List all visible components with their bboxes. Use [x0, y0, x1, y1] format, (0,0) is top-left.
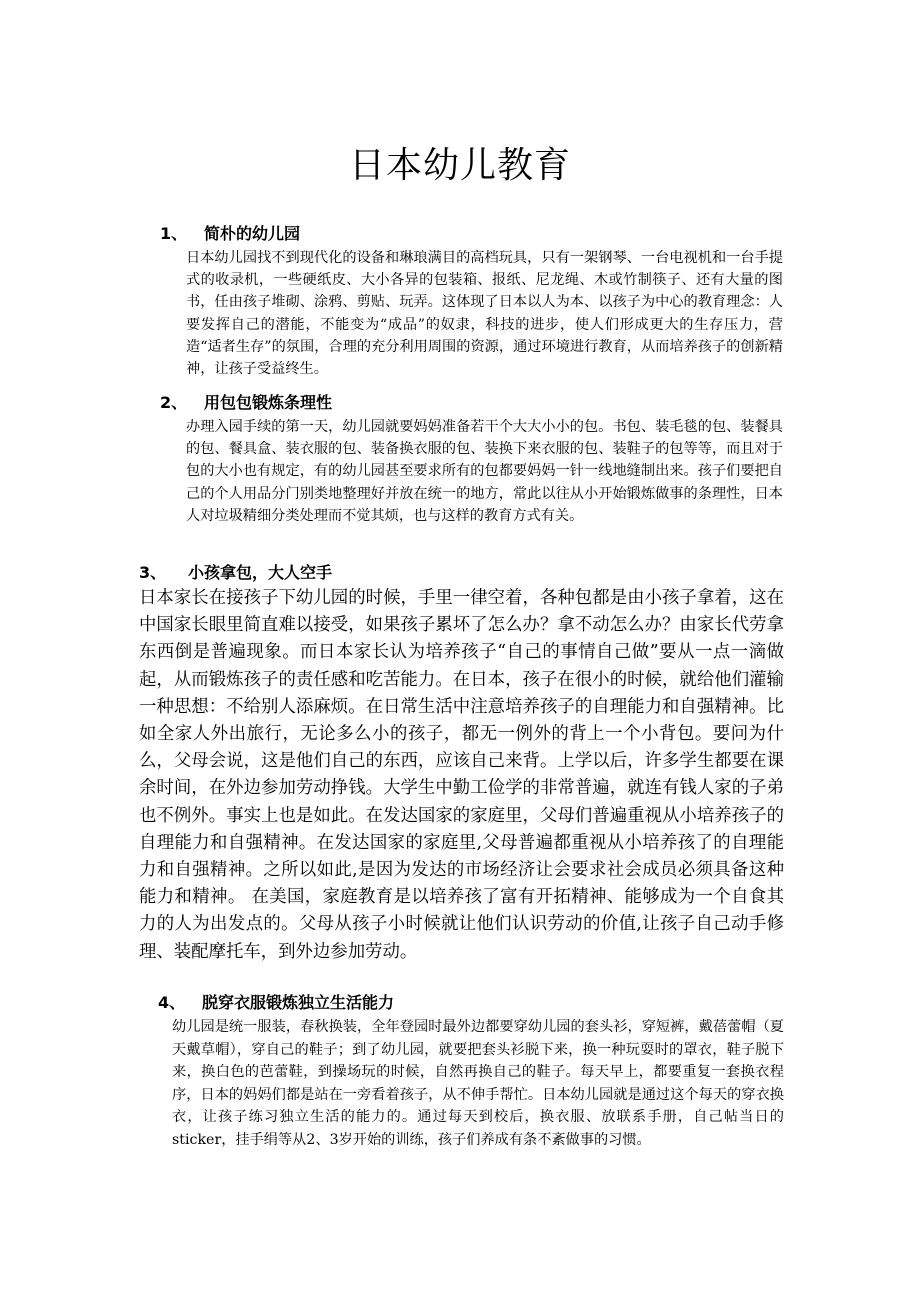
section-1-body: 日本幼儿园找不到现代化的设备和琳琅满目的高档玩具，只有一架钢琴、一台电视机和一台手提式的收录机，一些硬纸皮、大小各异的包装箱、报纸、尼龙绳、木或竹制筷子、还有大量的图书，任由孩子堆砌、涂鸦、剪贴、玩弄。这体现了日本以人为本、以孩子为中心的教育理念：人要发挥自己的潜能，不能变为“成品”的奴隶，科技的进步，使人们形成更大的生存压力，营造“适者生存”的氛围，合理的充分利用周围的资源，通过环境进行教育，从而培养孩子的创新精神，让孩子受益终生。 [186, 250, 783, 378]
section-4-number: 4、 [158, 993, 186, 1012]
section-4-body: 幼儿园是统一服装，春秋换装，全年登园时最外边都要穿幼儿园的套头衫，穿短裤，戴蓓蕾帽（夏天戴草帽），穿自己的鞋子；到了幼儿园，就要把套头衫脱下来，换一种玩耍时的罩衣，鞋子脱下来，换白色的芭蕾鞋，到操场玩的时候，自然再换自己的鞋子。每天早上，都要重复一套换衣程序，日本的妈妈们都是站在一旁看着孩子，从不伸手帮忙。日本幼儿园就是通过这个每天的穿衣换衣，让孩子练习独立生活的能力的。通过每天到校后，换衣服、放联系手册，自己帖当日的sticker，挂手绢等从2、3岁开始的训练，孩子们养成有条不紊做事的习惯。 [172, 1019, 784, 1148]
section-1-heading [160, 222, 300, 246]
section-2-heading [160, 391, 332, 415]
document-title: 日本幼儿教育 [348, 145, 571, 186]
section-3-number: 3、 [139, 563, 167, 582]
section-4-heading [158, 991, 394, 1015]
section-2-body: 办理入园手续的第一天，幼儿园就要妈妈准备若干个大大小小的包。书包、装毛毯的包、装餐具的包、餐具盒、装衣服的包、装备换衣服的包、装换下来衣服的包、装鞋子的包等等，而且对于包的大小也有规定，有的幼儿园甚至要求所有的包都要妈妈一针一线地缝制出来。孩子们要把自己的个人用品分门别类地整理好并放在统一的地方，常此以往从小开始锻炼做事的条理性，日本人对垃圾精细分类处理而不觉其烦，也与这样的教育方式有关。 [186, 419, 783, 524]
section-4-title: 脱穿衣服锻炼独立生活能力 [202, 993, 395, 1012]
section-1-number: 1、 [160, 224, 188, 243]
section-3-title: 小孩拿包，大人空手 [188, 563, 333, 582]
section-1-title: 简朴的幼儿园 [204, 224, 301, 243]
section-2-title: 用包包锻炼条理性 [204, 393, 333, 412]
section-2-number: 2、 [160, 393, 188, 412]
section-3-heading [139, 561, 332, 585]
section-3-body: 日本家长在接孩子下幼儿园的时候，手里一律空着，各种包都是由小孩子拿着，这在中国家长眼里简直难以接受，如果孩子累坏了怎么办？拿不动怎么办？由家长代劳拿东西倒是普遍现象。而日本家长认为培养孩子“自己的事情自己做”要从一点一滴做起，从而锻炼孩子的责任感和吃苦能力。在日本，孩子在很小的时候，就给他们灌输一种思想：不给别人添麻烦。在日常生活中注意培养孩子的自理能力和自强精神。比如全家人外出旅行，无论多么小的孩子，都无一例外的背上一个小背包。要问为什么，父母会说，这是他们自己的东西，应该自己来背。上学以后，许多学生都要在课余时间，在外边参加劳动挣钱。大学生中勤工俭学的非常普遍，就连有钱人家的子弟也不例外。事实上也是如此。在发达国家的家庭里，父母们普遍重视从小培养孩子的自理能力和自强精神。在发达国家的家庭里,父母普遍都重视从小培养孩了的自理能力和自强精神。之所以如此,是因为发达的市场经济让会要求社会成员必须具备这种能力和精神。 在美国，家庭教育是以培养孩了富有开拓精神、能够成为一个自食其力的人为出发点的。父母从孩子小时候就让他们认识劳动的价值,让孩子自己动手修理、装配摩托车，到外边参加劳动。 [139, 588, 784, 962]
